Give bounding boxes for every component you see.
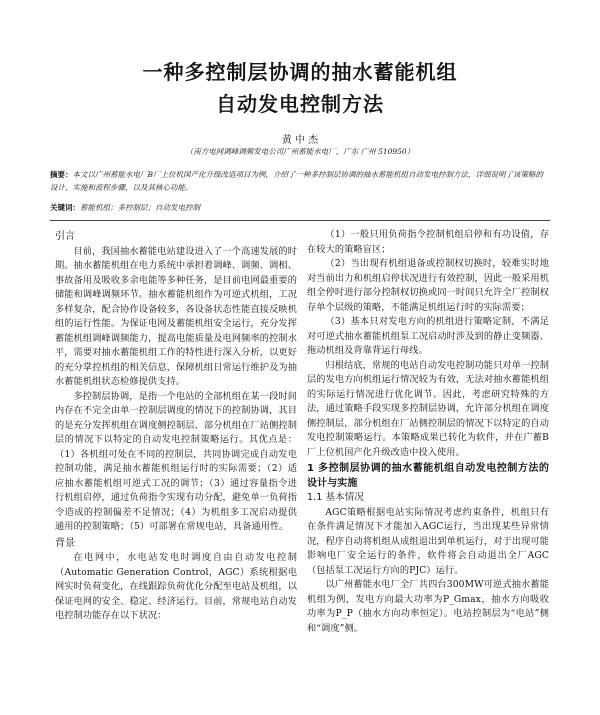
section-1-1-heading: 1.1 基本情况 [307, 492, 364, 503]
section-1-1-paragraph-2: 以广州蓄能水电厂全厂共四台300MW可逆式抽水蓄能机组为例，发电方向最大功率为P_Gmax，抽水方向吸收功率为P_P（抽水方向功率恒定）。电站控制层为“电站”侧和“调度”侧。 [307, 579, 549, 634]
paper-title-line2: 自动发电控制方法 [216, 92, 384, 116]
author: 黄 中 杰 [281, 135, 319, 146]
keywords-text: 蓄能机组；多控制层；自动发电控制 [80, 203, 200, 212]
status-item-1: （1）一般只用负荷指令控制机组启停和有功设值，存在较大的策略盲区； [307, 229, 549, 255]
summary-paragraph: 归根结底，常规的电站自动发电控制功能只对单一控制层的发电方向机组运行情况较为有效，无法对抽水蓄能机组的实际运行情况进行优化调节。因此，考虑研究特殊的方法，通过策略手段实现多控制层协调，允许部分机组在调度侧控制层，部分机组在厂站侧控制层的情况下以特定的自动发电控制策略运行。本策略成果已转化为软件，并在广蓄B厂上位机国产化升级改造中投入使用。 [307, 359, 549, 458]
section-1-heading: 1 多控制层协调的抽水蓄能机组自动发电控制方法的设计与实施 [307, 463, 549, 489]
background-heading: 背景 [55, 537, 76, 549]
abstract-text: 本文以广州蓄能水电厂B厂上位机国产化升级改造项目为例，介绍了一种多控制层协调的抽水蓄能机组自动发电控制方法，详细说明了该策略的设计、实施和流程步骤，以及其核心功能。 [50, 170, 544, 192]
keywords-label: 关键词： [50, 203, 80, 212]
intro-paragraph-1: 目前，我国抽水蓄能电站建设进入了一个高速发展的时期。抽水蓄能机组在电力系统中承担着调峰、调频、调相、事故备用及吸收多余电能等多种任务，是目前电网最重要的储能和调峰调频环节。抽水蓄能机组作为可逆式机组，工况多样复杂，配合协作设备较多，各设备状态性能直接反映机组的运行性能。为保证电网及蓄能机组安全运行，充分发挥蓄能机组调峰调频能力，提高电能质量及电网频率的控制水平，需要对抽水蓄能机组工作的特性进行深入分析，以更好的充分掌控机组的相关信息，保障机组日常运行维护及为抽水蓄能机组状态检修提供支持。 [55, 245, 297, 387]
background-paragraph: 在电网中，水电站发电时调度自由自动发电控制（Automatic Generation Control，AGC）系统根据电网实时负荷变化，在线跟踪负荷优化分配至电站及机组，以保证电网的安全、稳定、经济运行。目前，常规电站自动发电控制功能存在以下状况： [55, 552, 297, 621]
paper-title-line1: 一种多控制层协调的抽水蓄能机组 [142, 60, 458, 84]
right-column [307, 228, 549, 636]
abstract [50, 168, 550, 194]
header-divider [50, 220, 550, 221]
keywords [50, 202, 550, 213]
intro-heading: 引言 [55, 231, 76, 242]
left-column [55, 228, 297, 624]
intro-paragraph-2: 多控制层协调，是指一个电站的全部机组在某一段时间内存在不完全由单一控制层调度的情况下的控制协调，其目的是充分发挥机组在调度侧控制层、部分机组在厂站侧控制层的情况下以特定的自动发电控制策略运行。其优点是：（1）各机组可处在不同的控制层，共同协调完成自动发电控制功能，满足抽水蓄能机组运行时的实际需要；（2）适应抽水蓄能机组可逆式工况的调节；（3）通过容量指令进行机组启停，通过负荷指令实现有功分配，避免单一负荷指令造成的控制偏差不足情况；（4）为机组多工况启动提供通用的控制策略；（5）可部署在常规电站，具备通用性。 [55, 390, 297, 532]
status-item-2: （2）当出现有机组退备或控制权切换时，较难实时地对当前出力和机组启停状况进行有效控制，因此一般采用机组全停时进行部分控制权切换或同一时间只允许全厂控制权存单个层级的策略，不能满足机组运行时的实际需要； [307, 258, 549, 313]
status-item-3: （3）基本只对发电方向的机组进行策略定制，不满足对可逆式抽水蓄能机组泵工况启动时涉及到的静止变频器、拖动机组及背靠背运行母线。 [307, 316, 549, 356]
section-1-1-paragraph-1: AGC策略根据电站实际情况考虑约束条件，机组只有在条件满足情况下才能加入AGC运行，当出现某些异常情况，程序自动将机组从成组退出到单机运行，对于出现可能影响电厂安全运行的条件，软件将会自动退出全厂AGC（包括泵工况运行方向的PJC）运行。 [307, 506, 549, 576]
abstract-label: 摘要： [50, 170, 73, 179]
affiliation: （南方电网调峰调频发电公司广州蓄能水电厂，广东 广州 510950） [185, 147, 415, 156]
